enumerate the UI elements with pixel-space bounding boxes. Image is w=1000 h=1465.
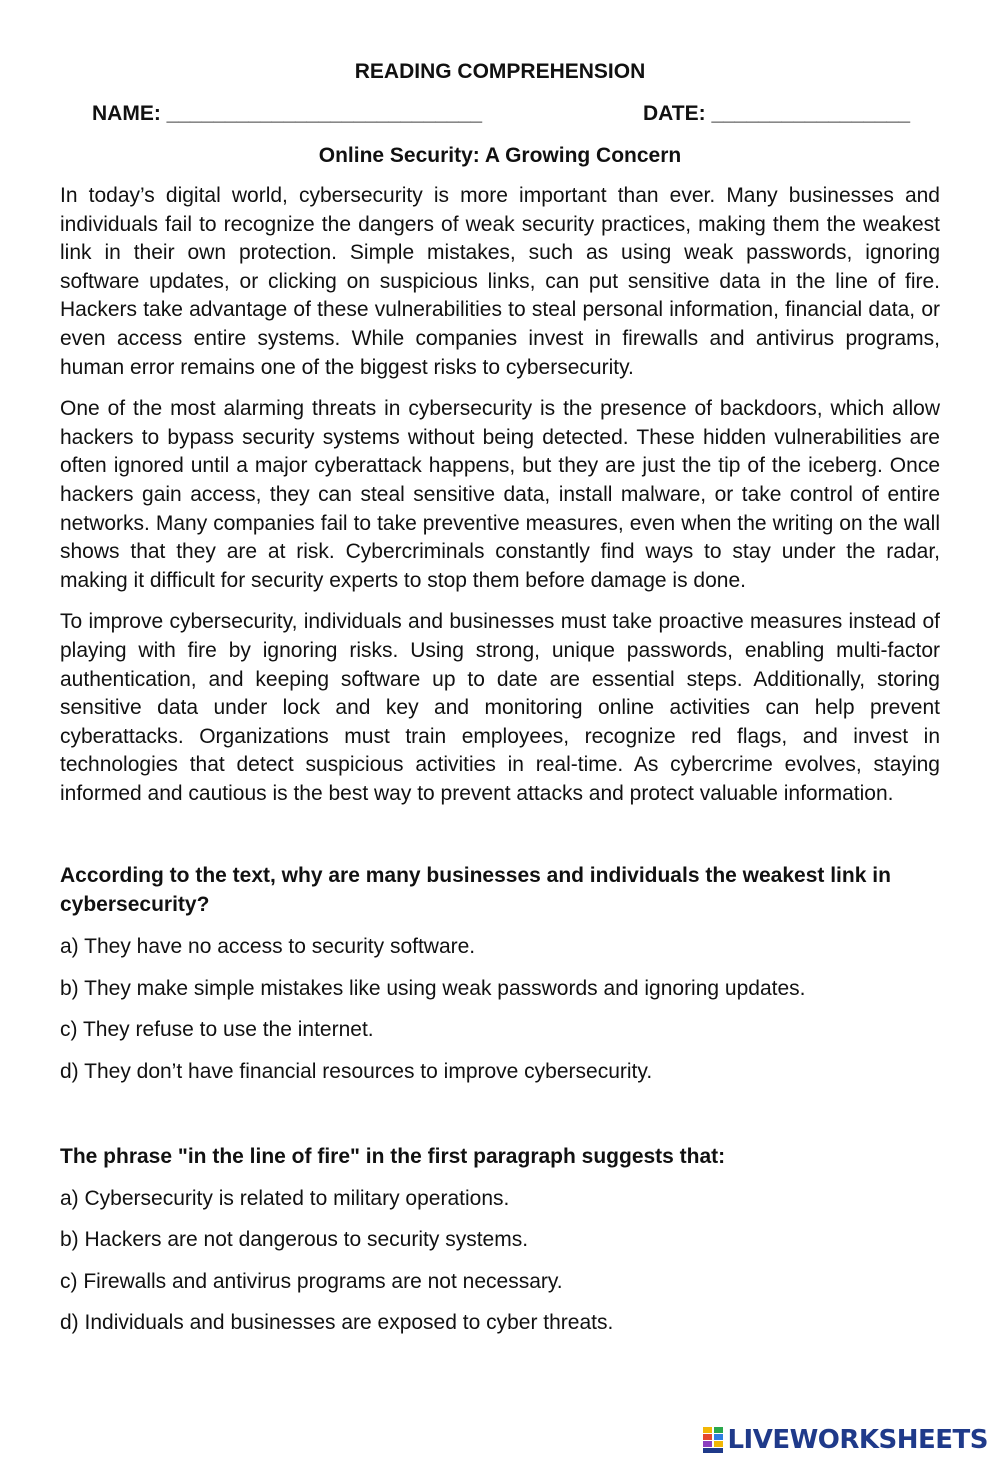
liveworksheets-logo-text: LIVEWORKSHEETS xyxy=(727,1425,988,1455)
page-title: READING COMPREHENSION xyxy=(354,60,646,83)
question-2 xyxy=(60,1143,940,1338)
passage-paragraph-2: One of the most alarming threats in cybersecurity is the presence of backdoors, which allow hackers to bypass security systems without being detected. These hidden vulnerabilities are often ignored until a major cyberattack happens, but they are just the tip of the iceberg. Once hackers gain access, they can steal sensitive data, install malware, or take control of entire networks. Many companies fail to take preventive measures, even when the writing on the wall shows that they are at risk. Cybercriminals constantly find ways to stay under the radar, making it difficult for security experts to stop them before damage is done. xyxy=(60,397,940,592)
answer-option[interactable]: a) Cybersecurity is related to military operations. xyxy=(60,1186,510,1210)
question-prompt: According to the text, why are many businesses and individuals the weakest link in cybersecurity? xyxy=(60,864,891,917)
liveworksheets-logo[interactable] xyxy=(703,1425,988,1455)
worksheet-page xyxy=(60,58,940,1337)
liveworksheets-logo-icon xyxy=(703,1427,723,1453)
passage-title: Online Security: A Growing Concern xyxy=(318,144,682,167)
passage-paragraph-3: To improve cybersecurity, individuals and businesses must take proactive measures instead of playing with fire by ignoring risks. Using strong, unique passwords, enabling multi-factor authentication, and keeping software up to date are essential steps. Additionally, storing sensitive data under lock and key and monitoring online activities can help prevent cyberattacks. Organizations must train employees, recognize red flags, and invest in technologies that detect suspicious activities in real-time. As cybercrime evolves, staying informed and cautious is the best way to prevent attacks and protect valuable information. xyxy=(60,610,940,805)
question-1 xyxy=(60,862,940,1085)
name-field: NAME: ___________________________ xyxy=(92,102,482,125)
name-date-row xyxy=(60,100,940,128)
answer-option[interactable]: b) They make simple mistakes like using weak passwords and ignoring updates. xyxy=(60,976,806,1000)
question-prompt: The phrase "in the line of fire" in the first paragraph suggests that: xyxy=(60,1144,726,1168)
answer-option[interactable]: c) They refuse to use the internet. xyxy=(60,1018,374,1042)
passage-paragraph-1: In today’s digital world, cybersecurity is more important than ever. Many businesses and individuals fail to recognize the dangers of weak security practices, making them the weakest link in their own protection. Simple mistakes, such as using weak passwords, ignoring software updates, or clicking on suspicious links, can put sensitive data in the line of fire. Hackers take advantage of these vulnerabilities to steal personal information, financial data, or even access entire systems. While companies invest in firewalls and antivirus programs, human error remains one of the biggest risks to cybersecurity. xyxy=(60,184,940,379)
answer-option[interactable]: d) Individuals and businesses are exposed to cyber threats. xyxy=(60,1311,614,1335)
answer-option[interactable]: b) Hackers are not dangerous to security systems. xyxy=(60,1228,529,1252)
answer-option[interactable]: a) They have no access to security software. xyxy=(60,935,476,959)
answer-option[interactable]: d) They don’t have financial resources to improve cybersecurity. xyxy=(60,1059,653,1083)
date-field: DATE: _________________ xyxy=(643,102,910,125)
answer-option[interactable]: c) Firewalls and antivirus programs are not necessary. xyxy=(60,1269,563,1293)
